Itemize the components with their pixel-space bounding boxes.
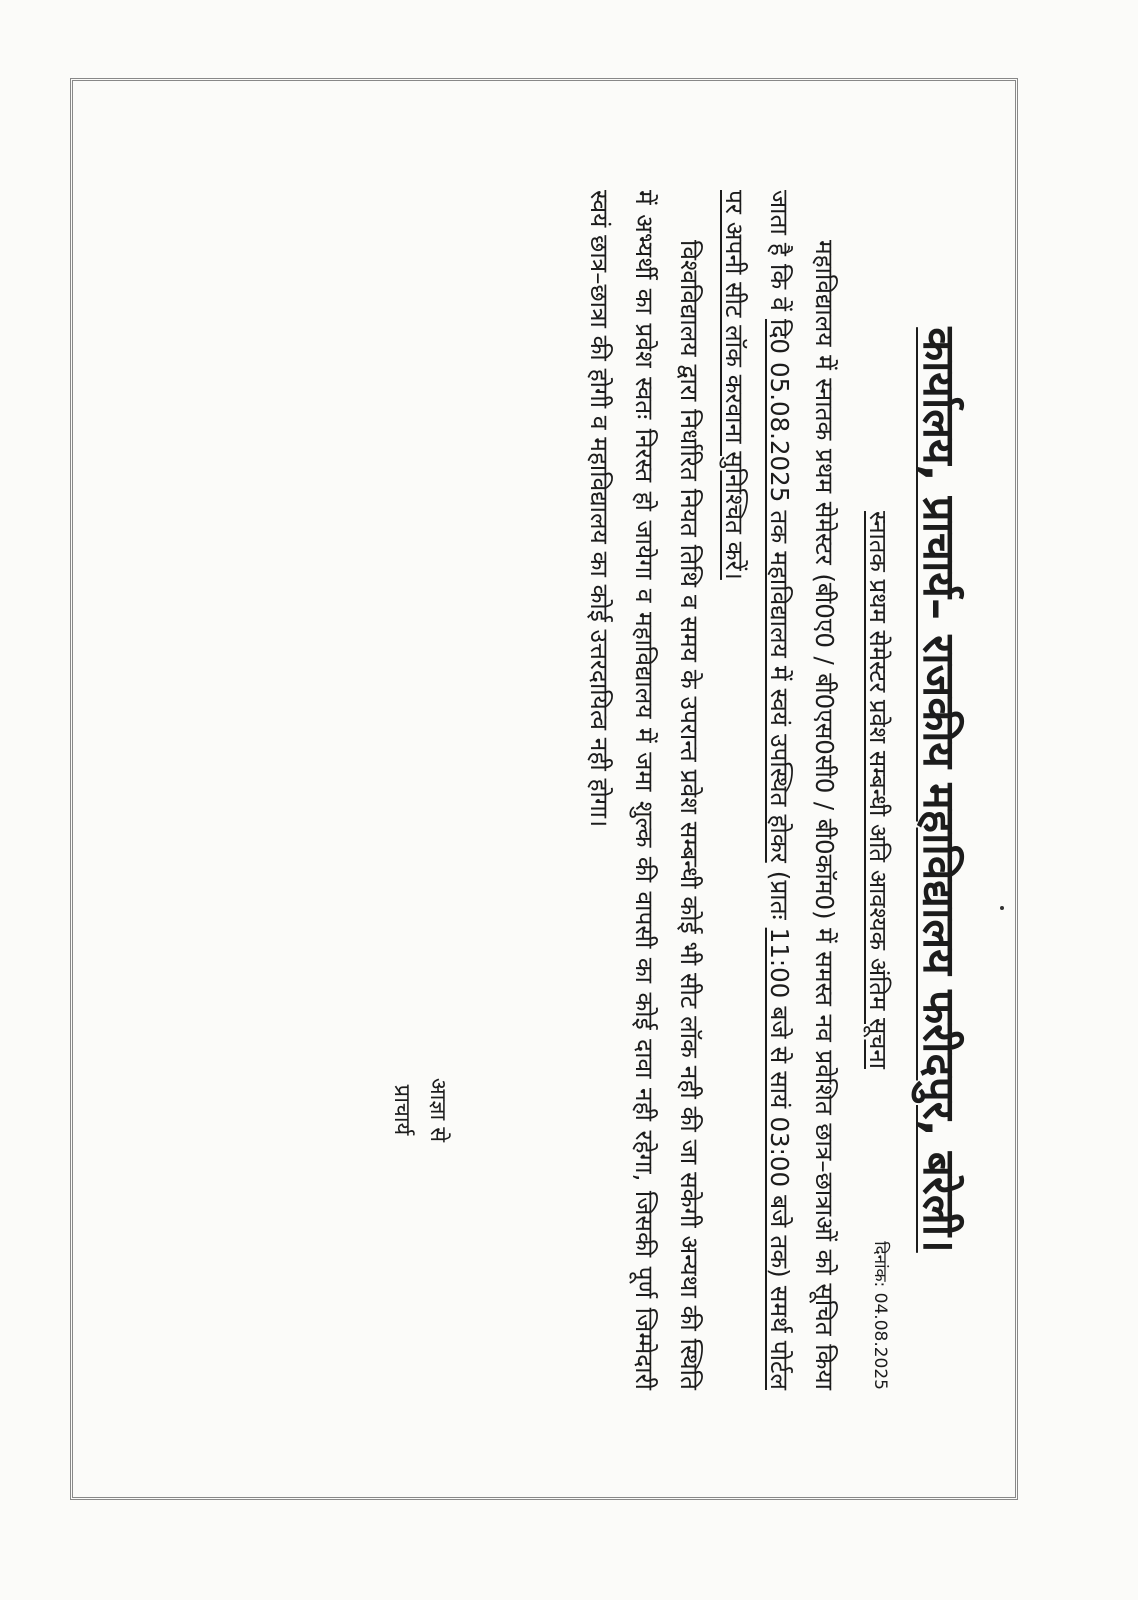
paragraph-cancellation: विश्वविद्यालय द्वारा निर्धारित नियत तिथि व समय के उपरान्त प्रवेश सम्बन्धी कोई भी सीट लॉक नही की जा सकेगी अन्यथा की स्थिति में अभ्यर्थी का प्रवेश स्वतः निरस्त हो जायेगा व महाविद्यालय में जमा शुल्क की वापसी का कोई दावा नही रहेगा, जिसकी पूर्ण जिम्मेदारी स्वयं छात्र–छात्रा की होगी व महाविद्यालय का कोई उत्तरदायित्व नही होगा।	[585, 190, 704, 1390]
notice-date: दिनांक: 04.08.2025	[870, 1241, 890, 1390]
notice-subject: स्नातक प्रथम सेमेस्टर प्रवेश सम्बन्धी अति आवश्यक अंतिम सूचना	[864, 511, 892, 1069]
ink-dot	[1000, 906, 1004, 910]
signature-order-line: आज्ञा से	[425, 1077, 450, 1143]
notice-content	[355, 150, 975, 1430]
office-title: कार्यालय, प्राचार्य– राजकीय महाविद्यालय फरीदपुर, बरेली।	[913, 327, 964, 1253]
notice-body	[577, 190, 847, 1390]
paragraph-seat-lock	[712, 190, 847, 1390]
paragraph-1-text-a: महाविद्यालय में स्नातक प्रथम सेमेस्टर (बी0ए0 / बी0एस0सी0 / बी0कॉम0) में समस्त नव प्रवेशित छात्र–छात्राओं को सूचित किया जाता है कि वें	[765, 190, 839, 1390]
signature-principal: प्राचार्य	[389, 1084, 414, 1136]
paragraph-1-text-b: (प्रातः	[765, 862, 794, 928]
paragraph-1-deadline: दि0 05.08.2025 तक महाविद्यालय में स्वयं उपस्थित होकर	[765, 318, 794, 863]
paragraph-1-timing: 11:00 बजे से सायं 03:00 बजे तक) समर्थ पोर्टल पर अपनी सीट लॉक करवाना सुनिश्चित करें।	[720, 190, 794, 1390]
signature-block	[383, 1010, 455, 1210]
